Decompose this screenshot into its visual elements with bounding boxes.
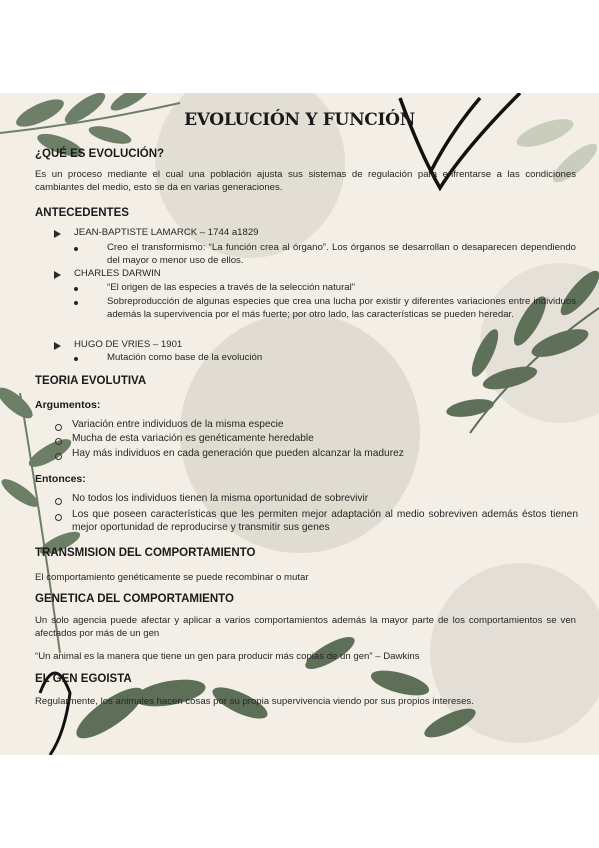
argumento-item-3: Hay más individuos en cada generación que pueden alcanzar la madurez — [72, 448, 404, 459]
bullet-dot-icon — [74, 301, 78, 305]
argumento-item-1: Variación entre individuos de la misma especie — [72, 419, 284, 430]
section-heading-transmision: TRANSMISION DEL COMPORTAMIENTO — [35, 547, 256, 559]
darwin-name: CHARLES DARWIN — [74, 268, 161, 279]
circle-bullet-icon — [55, 453, 62, 460]
section-heading-what-is-evolution: ¿QUÉ ES EVOLUCIÓN? — [35, 148, 165, 160]
what-is-evolution-text: Es un proceso mediante el cual una población ajusta sus sistemas de regulación para enfrentarse a las condiciones cambiantes del medio, esto se da en varias generaciones. — [35, 169, 576, 193]
circle-bullet-icon — [55, 424, 62, 431]
document-page — [0, 93, 599, 755]
lamarck-point: Creo el transformismo: “La función crea al órgano”. Los órganos se desarrollan o desaparecen dependiendo del mayor o menor uso de ellos. — [107, 242, 576, 266]
section-heading-antecedentes: ANTECEDENTES — [35, 207, 129, 219]
transmision-text: El comportamiento genéticamente se puede recombinar o mutar — [35, 572, 309, 583]
argumentos-label: Argumentos: — [35, 399, 101, 411]
gen-egoista-text: Regularmente, los animales hacen cosas por su propia supervivencia viendo por sus propios intereses. — [35, 696, 474, 707]
circle-bullet-icon — [55, 498, 62, 505]
devries-point: Mutación como base de la evolución — [107, 352, 263, 363]
circle-bullet-icon — [55, 514, 62, 521]
section-heading-teoria-evolutiva: TEORIA EVOLUTIVA — [35, 375, 147, 387]
bullet-dot-icon — [74, 357, 78, 361]
darwin-point-2: Sobreproducción de algunas especies que crea una lucha por existir y diferentes variaciones entre individuos además la supervivencia por el más fuerte; por otro lado, las características se pueden heredar. — [107, 296, 576, 320]
document-title: EVOLUCIÓN Y FUNCIÓN — [184, 110, 415, 130]
argumento-item-2: Mucha de esta variación es genéticamente heredable — [72, 433, 314, 444]
lamarck-name: JEAN-BAPTISTE LAMARCK – 1744 a1829 — [74, 227, 259, 238]
dawkins-quote: “Un animal es la manera que tiene un gen para producir más copias de un gen” – Dawkins — [35, 651, 420, 662]
entonces-item-2: Los que poseen características que les permiten mejor adaptación al medio sobreviven además éstos tienen mejor oportunidad de reproducirse y transmitir sus genes — [72, 509, 578, 533]
arrow-bullet-icon — [54, 230, 61, 238]
bullet-dot-icon — [74, 247, 78, 251]
devries-name: HUGO DE VRIES – 1901 — [74, 339, 183, 350]
bullet-dot-icon — [74, 287, 78, 291]
arrow-bullet-icon — [54, 271, 61, 279]
darwin-point-1: “El origen de las especies a través de la selección natural” — [107, 282, 355, 293]
entonces-item-1: No todos los individuos tienen la misma oportunidad de sobrevivir — [72, 493, 369, 504]
circle-bullet-icon — [55, 438, 62, 445]
arrow-bullet-icon — [54, 342, 61, 350]
entonces-label: Entonces: — [35, 473, 86, 485]
section-heading-genetica: GENETICA DEL COMPORTAMIENTO — [35, 593, 234, 605]
document-content — [0, 93, 599, 755]
section-heading-gen-egoista: EL GEN EGOISTA — [35, 673, 132, 685]
genetica-text: Un solo agencia puede afectar y aplicar a varios comportamientos además la mayor parte de los comportamientos se ven afectados por más de un gen — [35, 615, 576, 639]
